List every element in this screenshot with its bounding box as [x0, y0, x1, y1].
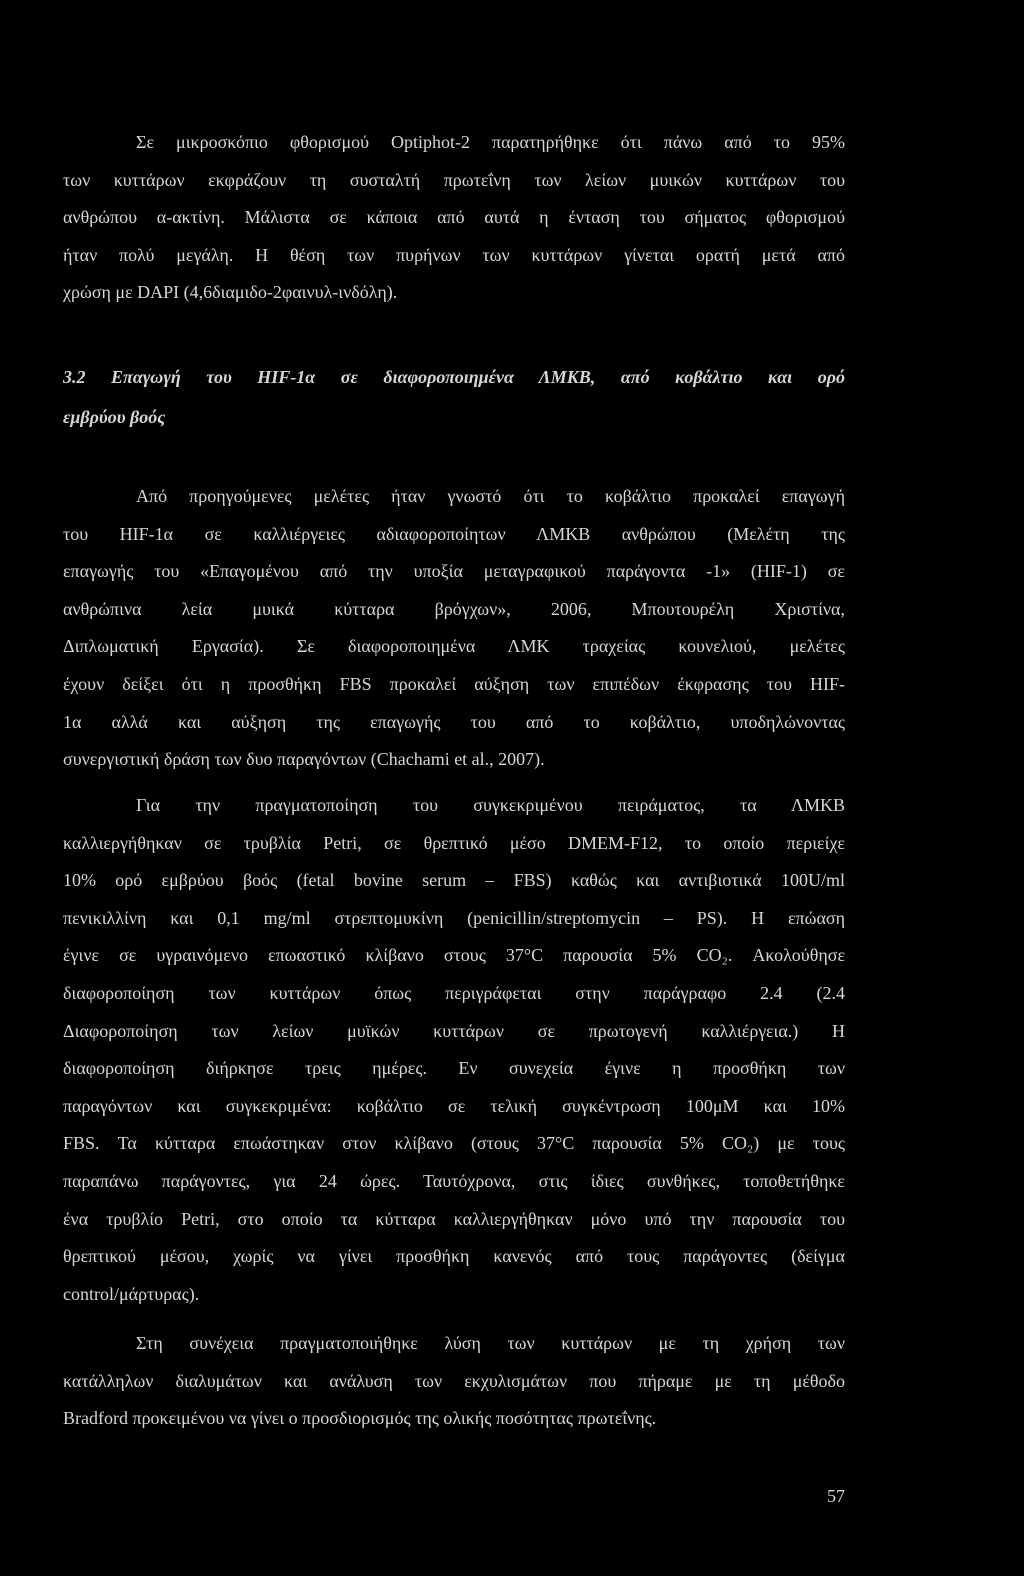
text-line: Από προηγούμενες μελέτες ήταν γνωστό ότι το κοβάλτιο προκαλεί επαγωγή	[136, 486, 845, 506]
text-line: έχουν δείξει ότι η προσθήκη FBS προκαλεί αύξηση των επιπέδων έκφρασης του HIF-	[63, 673, 845, 694]
text-line: Στη συνέχεια πραγματοποιήθηκε λύση των κυττάρων με τη χρήση των	[136, 1333, 845, 1353]
text-line: παραγόντων και συγκεκριμένα: κοβάλτιο σε τελική συγκέντρωση 100μΜ και 10%	[63, 1095, 845, 1116]
text-line: control/μάρτυρας).	[63, 1283, 200, 1304]
text-line: διαφοροποίηση διήρκησε τρεις ημέρες. Εν συνεχεία έγινε η προσθήκη των	[63, 1058, 845, 1079]
text-line: διαφοροποίηση των κυττάρων όπως περιγράφεται στην παράγραφο 2.4 (2.4	[63, 982, 845, 1003]
page-number: 57	[827, 1486, 845, 1506]
text-line: ένα τρυβλίο Petri, στο οποίο τα κύτταρα καλλιεργήθηκαν μόνο υπό την παρουσία του	[63, 1208, 845, 1229]
text-line: του HIF-1α σε καλλιέργειες αδιαφοροποίητων ΛΜΚΒ ανθρώπου (Μελέτη της	[63, 523, 845, 544]
text-line: των κυττάρων εκφράζουν τη συσταλτή πρωτεΐνη των λείων μυικών κυττάρων του	[63, 169, 845, 190]
section-heading	[63, 357, 845, 437]
text-line: πενικιλλίνη και 0,1 mg/ml στρεπτομυκίνη (penicillin/streptomycin – PS). Η επώαση	[63, 907, 845, 928]
text-line: κατάλληλων διαλυμάτων και ανάλυση των εκχυλισμάτων που πήραμε με τη μέθοδο	[63, 1370, 845, 1391]
heading-line: 3.2 Επαγωγή του HIF-1α σε διαφοροποιημένα ΛΜΚΒ, από κοβάλτιο και ορό	[63, 367, 845, 387]
text-line: ανθρώπινα λεία μυικά κύτταρα βρόγχων», 2006, Μπουτουρέλη Χριστίνα,	[63, 598, 845, 619]
paragraph-cell-lysis	[63, 1325, 845, 1438]
text-line: Διπλωματική Εργασία). Σε διαφοροποιημένα ΛΜΚ τραχείας κουνελιού, μελέτες	[63, 636, 845, 657]
text-line: επαγωγής του «Επαγομένου από την υποξία μεταγραφικού παράγοντα -1» (HIF-1) σε	[63, 561, 845, 582]
paragraph-fluorescence-microscopy	[63, 124, 845, 312]
text-line: χρώση με DAPI (4,6διαμιδο-2φαινυλ-ινδόλη).	[63, 282, 398, 303]
text-line: FBS. Τα κύτταρα επωάστηκαν στον κλίβανο (στους 37°C παρουσία 5% CO₂) με τους	[63, 1133, 845, 1154]
paragraph-experiment-method	[63, 787, 845, 1313]
text-line: συνεργιστική δράση των δυο παραγόντων (Chachami et al., 2007).	[63, 749, 545, 770]
heading-line: εμβρύου βοός	[63, 407, 166, 427]
text-line: Για την πραγματοποίηση του συγκεκριμένου πειράματος, τα ΛΜΚΒ	[136, 795, 845, 815]
text-line: 10% ορό εμβρύου βοός (fetal bovine serum – FBS) καθώς και αντιβιοτικά 100U/ml	[63, 870, 845, 891]
text-line: Bradford προκειμένου να γίνει ο προσδιορισμός της ολικής ποσότητας πρωτεΐνης.	[63, 1408, 657, 1429]
text-line: έγινε σε υγραινόμενο επωαστικό κλίβανο στους 37°C παρουσία 5% CO₂. Ακολούθησε	[63, 945, 845, 966]
text-line: Διαφοροποίηση των λείων μυϊκών κυττάρων σε πρωτογενή καλλιέργεια.) Η	[63, 1020, 845, 1041]
text-line: καλλιεργήθηκαν σε τρυβλία Petri, σε θρεπτικό μέσο DMEM-F12, το οποίο περιείχε	[63, 832, 845, 853]
paragraph-previous-studies	[63, 478, 845, 779]
text-line: παραπάνω παράγοντες, για 24 ώρες. Ταυτόχρονα, στις ίδιες συνθήκες, τοποθετήθηκε	[63, 1170, 845, 1191]
text-line: θρεπτικού μέσου, χωρίς να γίνει προσθήκη κανενός από τους παράγοντες (δείγμα	[63, 1246, 845, 1267]
text-line: 1α αλλά και αύξηση της επαγωγής του από το κοβάλτιο, υποδηλώνοντας	[63, 711, 845, 732]
text-line: ήταν πολύ μεγάλη. Η θέση των πυρήνων των κυττάρων γίνεται ορατή μετά από	[63, 244, 845, 265]
text-line: ανθρώπου α-ακτίνη. Μάλιστα σε κάποια από αυτά η ένταση του σήματος φθορισμού	[63, 207, 845, 228]
text-line: Σε μικροσκόπιο φθορισμού Optiphot-2 παρατηρήθηκε ότι πάνω από το 95%	[136, 132, 845, 152]
